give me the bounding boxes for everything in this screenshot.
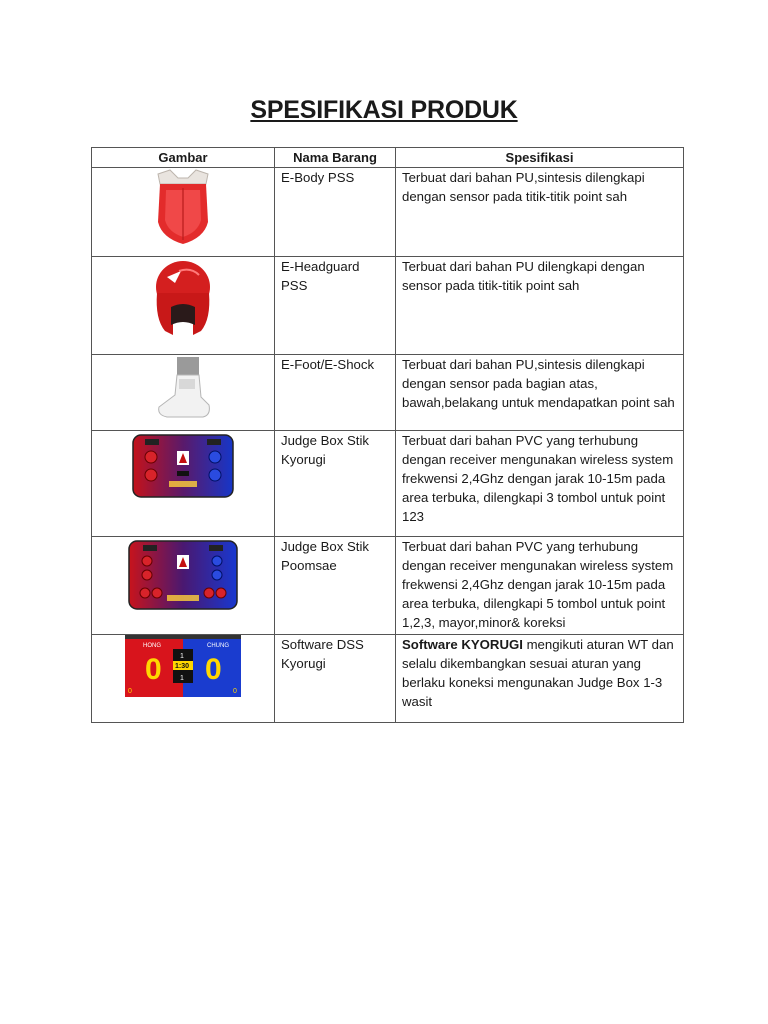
red-label: HONG	[143, 643, 161, 649]
product-name: Software DSS Kyorugi	[275, 635, 396, 723]
image-cell	[92, 257, 275, 355]
blue-gam: 0	[233, 688, 237, 695]
judge-box-kyorugi-image	[131, 431, 235, 501]
image-cell	[92, 635, 275, 723]
table-row	[92, 431, 684, 537]
spec-rest: mengikuti aturan WT dan selalu dikembangkan sesuai aturan yang berlaku koneksi mengunakan Judge Box 1-3 wasit	[402, 637, 674, 709]
table-row	[92, 168, 684, 257]
product-name: E-Body PSS	[275, 168, 396, 257]
product-name: E-Headguard PSS	[275, 257, 396, 355]
image-cell	[92, 168, 275, 257]
foot-sock-image	[153, 355, 213, 421]
headguard-image	[151, 257, 215, 341]
product-spec: Terbuat dari bahan PVC yang terhubung dengan receiver mengunakan wireless system frekwensi 2,4Ghz dengan jarak 10-15m pada area terbuka, dilengkapi 5 tombol untuk point 1,2,3, mayor,minor& koreksi	[396, 537, 684, 635]
product-spec: Terbuat dari bahan PU dilengkapi dengan sensor pada titik-titik point sah	[396, 257, 684, 355]
header-gambar: Gambar	[92, 148, 275, 168]
round-number: 1	[180, 653, 184, 660]
product-name: E-Foot/E-Shock	[275, 355, 396, 431]
product-spec	[396, 635, 684, 723]
product-spec: Terbuat dari bahan PU,sintesis dilengkapi dengan sensor pada bagian atas, bawah,belakang untuk mendapatkan point sah	[396, 355, 684, 431]
period-number: 1	[180, 675, 184, 682]
blue-label: CHUNG	[207, 643, 229, 649]
header-spesifikasi: Spesifikasi	[396, 148, 684, 168]
product-name: Judge Box Stik Kyorugi	[275, 431, 396, 537]
scoreboard-image	[125, 635, 241, 697]
red-score: 0	[145, 653, 162, 686]
product-spec: Terbuat dari bahan PVC yang terhubung dengan receiver mengunakan wireless system frekwensi 2,4Ghz dengan jarak 10-15m pada area terbuka, dilengkapi 3 tombol untuk point 123	[396, 431, 684, 537]
spec-bold-lead: Software KYORUGI	[402, 637, 523, 652]
product-spec: Terbuat dari bahan PU,sintesis dilengkapi dengan sensor pada titik-titik point sah	[396, 168, 684, 257]
spec-table	[91, 147, 684, 723]
image-cell	[92, 431, 275, 537]
product-name: Judge Box Stik Poomsae	[275, 537, 396, 635]
blue-score: 0	[205, 653, 222, 686]
image-cell	[92, 355, 275, 431]
timer: 1:30	[175, 663, 190, 670]
image-cell	[92, 537, 275, 635]
table-row	[92, 355, 684, 431]
header-nama-barang: Nama Barang	[275, 148, 396, 168]
judge-box-poomsae-image	[127, 537, 239, 613]
table-row	[92, 537, 684, 635]
table-header-row	[92, 148, 684, 168]
table-row	[92, 635, 684, 723]
red-gam: 0	[128, 688, 132, 695]
page-title: SPESIFIKASI PRODUK	[250, 96, 518, 124]
body-protector-image	[148, 168, 218, 248]
table-row	[92, 257, 684, 355]
